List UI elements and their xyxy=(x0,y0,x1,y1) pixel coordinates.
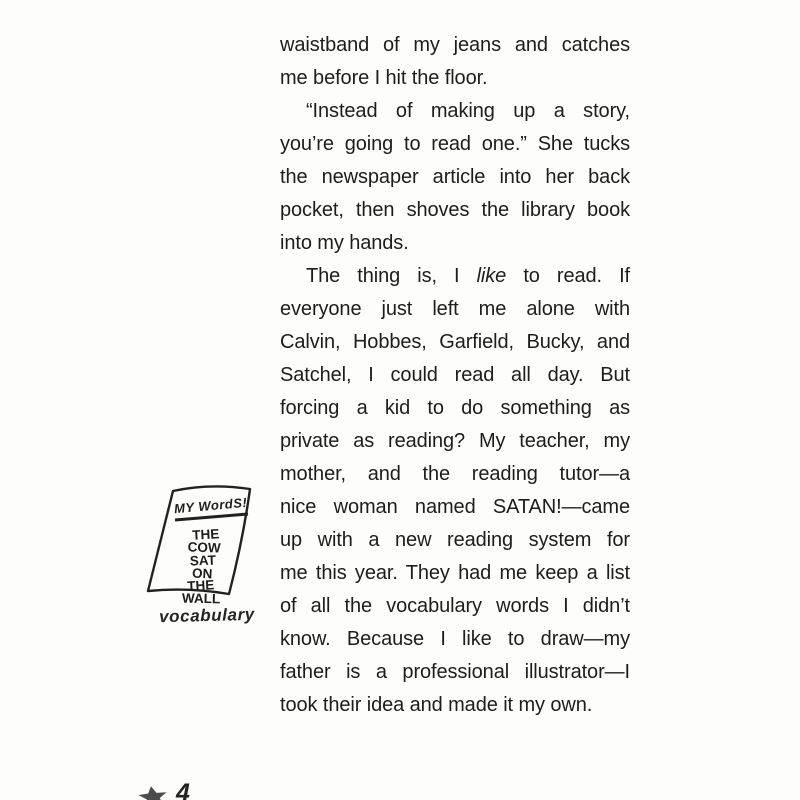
story-text xyxy=(280,29,630,722)
page-number-footer xyxy=(136,779,190,800)
text-line: mother, and the reading tutor—a xyxy=(280,463,630,485)
vocabulary-paper-icon xyxy=(140,478,265,613)
vocab-word: COW xyxy=(187,539,221,556)
text-line: of all the vocabulary words I didn’t xyxy=(280,595,630,617)
text-line: The thing is, I like to read. If xyxy=(306,265,630,287)
text-line: me before I hit the floor. xyxy=(280,67,488,89)
vocab-word: ON xyxy=(191,565,213,582)
text-line: you’re going to read one.” She tucks xyxy=(280,133,630,155)
vocabulary-list-illustration xyxy=(140,478,265,638)
vocab-word: THE xyxy=(186,577,215,594)
text-line: father is a professional illustrator—I xyxy=(280,661,630,683)
text-line: waistband of my jeans and catches xyxy=(280,34,630,56)
text-line: Satchel, I could read all day. But xyxy=(280,364,630,386)
text-line: forcing a kid to do something as xyxy=(280,397,630,419)
star-icon xyxy=(136,783,170,800)
text-line: up with a new reading system for xyxy=(280,529,630,551)
text-line: know. Because I like to draw—my xyxy=(280,628,630,650)
page-number: 4 xyxy=(176,779,190,800)
text-line: “Instead of making up a story, xyxy=(306,100,630,122)
vocab-word: THE xyxy=(191,526,220,543)
text-line: into my hands. xyxy=(280,232,409,254)
text-line: the newspaper article into her back xyxy=(280,166,630,188)
vocab-word: SAT xyxy=(189,552,217,569)
illustration-caption: vocabulary xyxy=(158,604,256,627)
text-line: took their idea and made it my own. xyxy=(280,694,593,716)
text-line: me this year. They had me keep a list xyxy=(280,562,630,584)
paper-header-label: MY WordS! xyxy=(173,494,248,517)
text-line: private as reading? My teacher, my xyxy=(280,430,630,452)
text-line: Calvin, Hobbes, Garfield, Bucky, and xyxy=(280,331,630,353)
text-line: nice woman named SATAN!—came xyxy=(280,496,630,518)
text-line: everyone just left me alone with xyxy=(280,298,630,320)
vocab-word: WALL xyxy=(181,590,221,607)
text-line: pocket, then shoves the library book xyxy=(280,199,630,221)
